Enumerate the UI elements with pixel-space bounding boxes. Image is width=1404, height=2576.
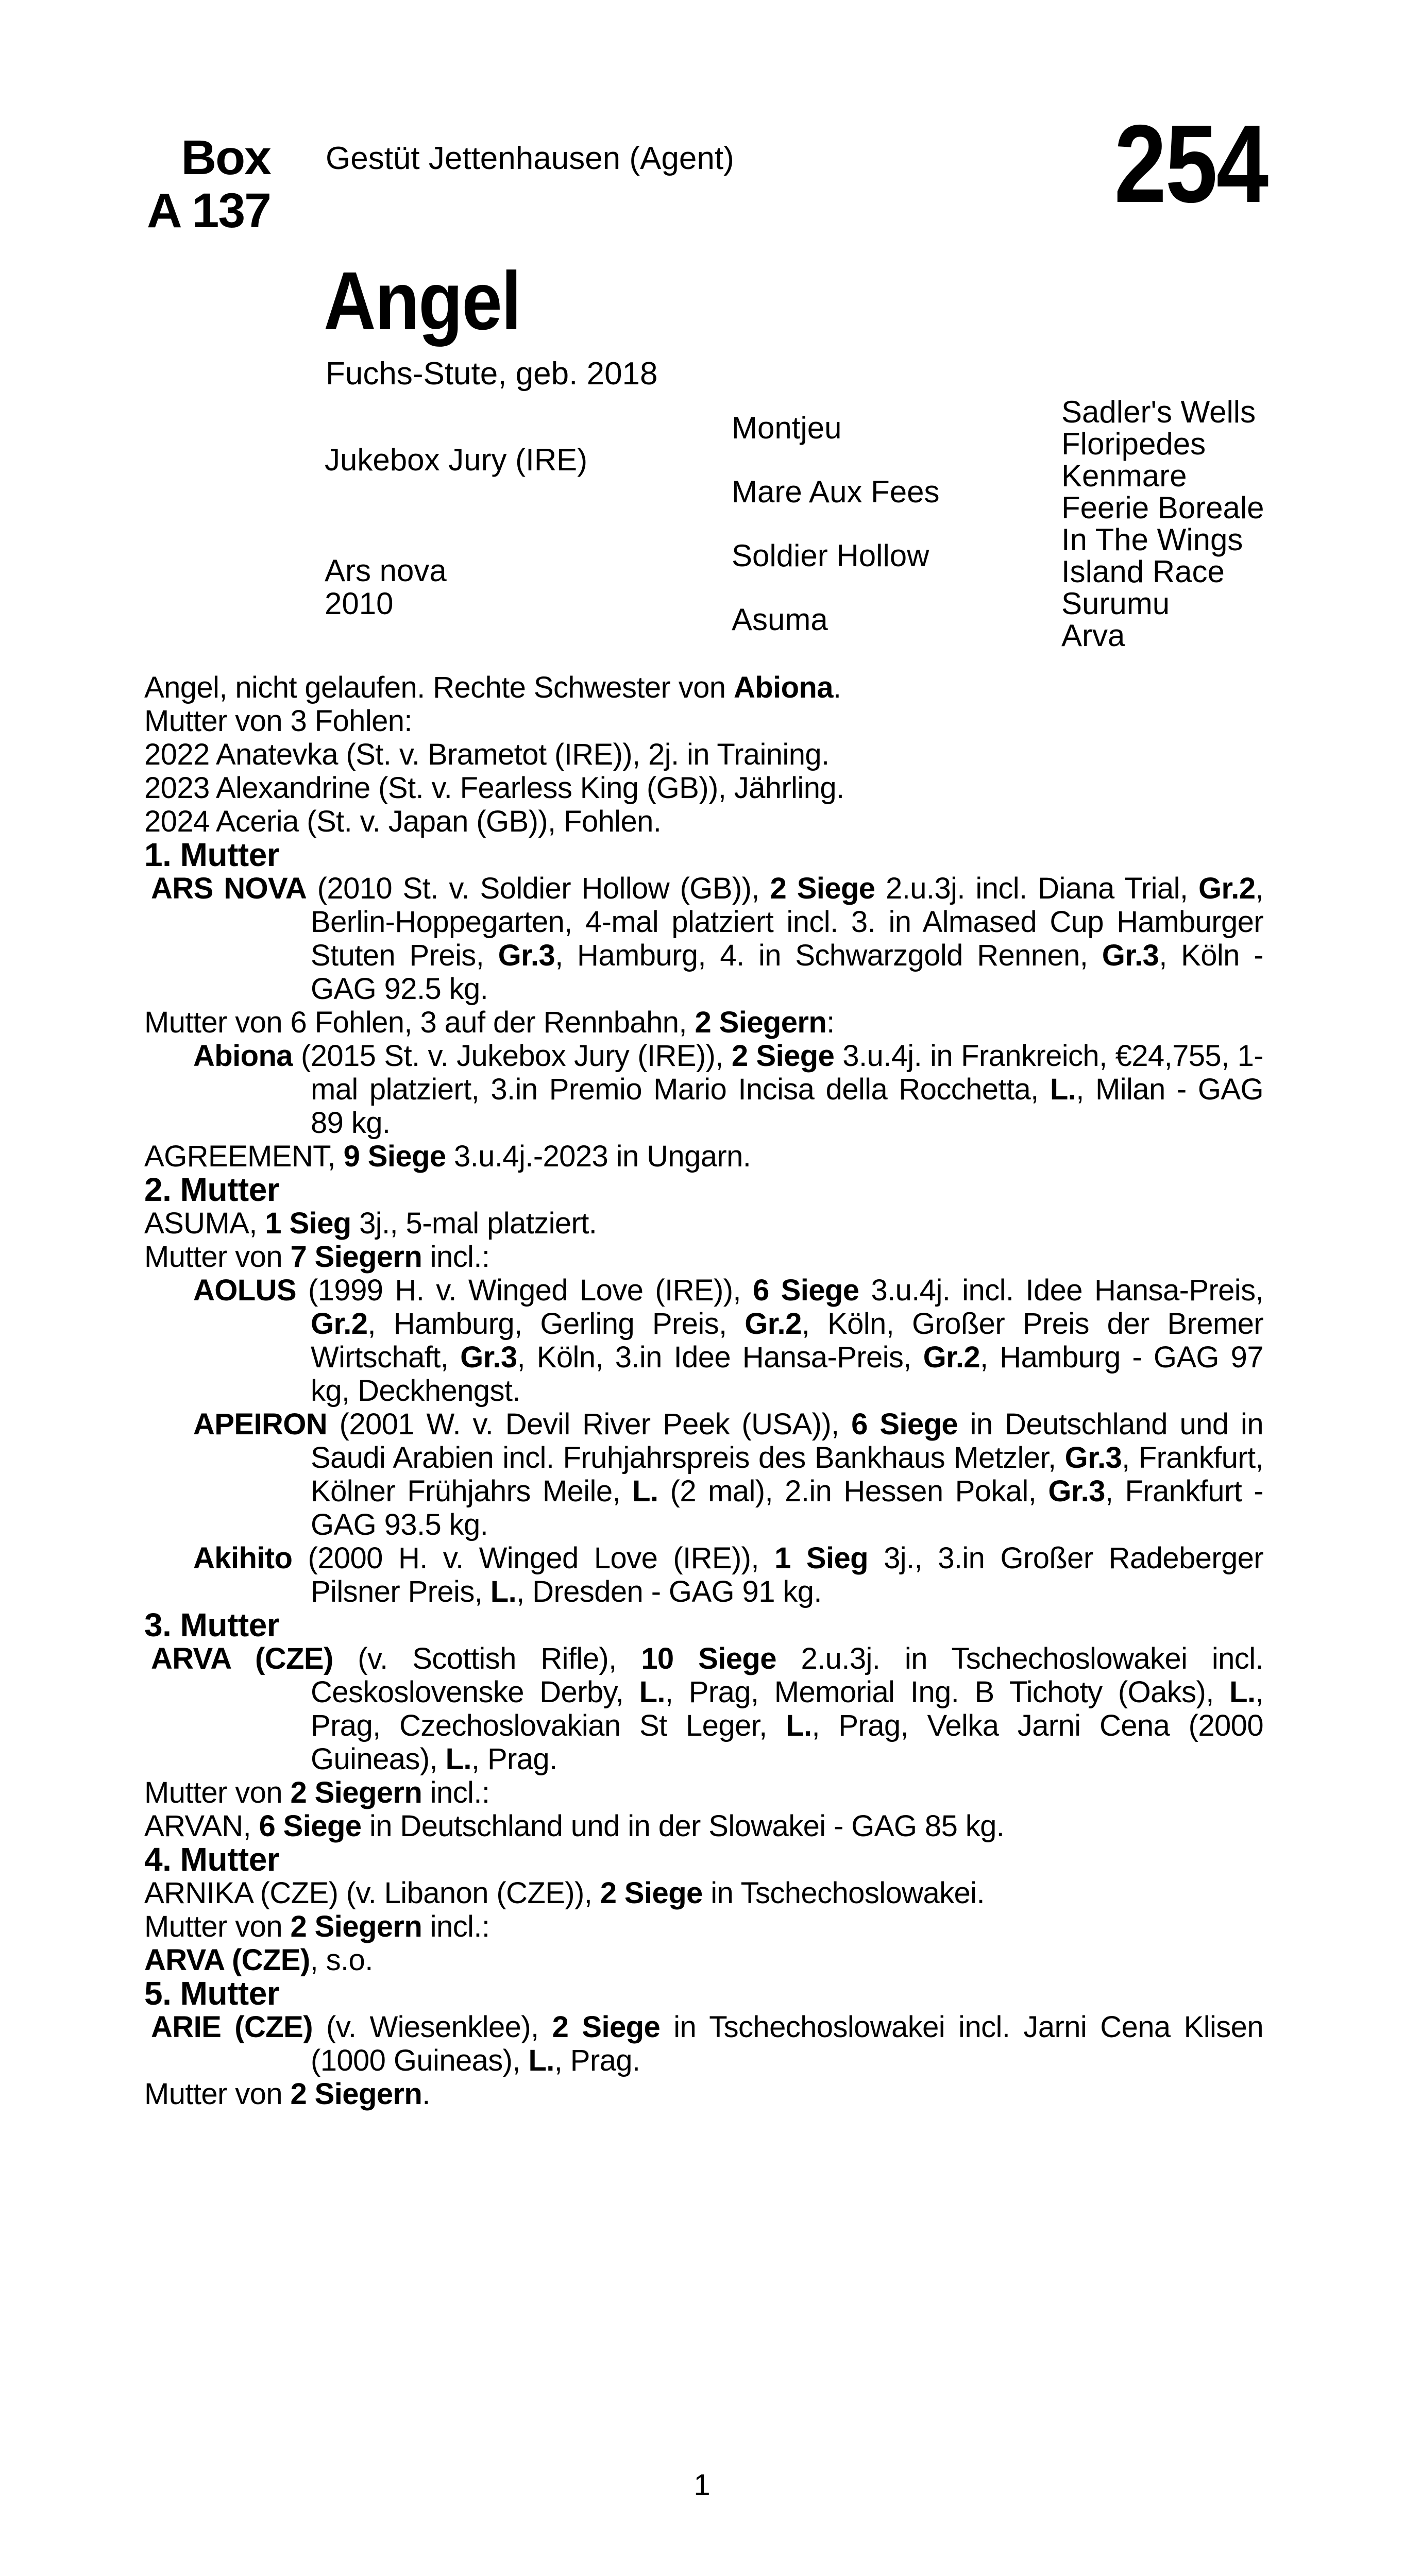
text-segment: , Frankfurt - GAG 93.5 kg. [311,1475,1263,1541]
produce-count-line [144,1910,1263,1943]
text-segment: , Hamburg - GAG 97 kg, Deckhengst. [311,1341,1263,1408]
text-segment: incl.: [422,1910,490,1943]
text-segment: Gr.2 [311,1307,368,1341]
text-segment: L. [1229,1675,1256,1709]
pedigree-gen3-name: Surumu [1061,586,1170,621]
text-segment: 6 Siege [259,1809,362,1843]
text-segment: (2015 St. v. Jukebox Jury (IRE)), [292,1039,732,1073]
box-info [139,131,270,238]
text-segment: , Hamburg, 4. in Schwarzgold Rennen, [555,939,1102,972]
text-segment: Gr.3 [1064,1441,1122,1475]
text-segment: (v. Wiesenklee), [312,2010,552,2044]
page-number: 1 [693,2468,711,2502]
text-segment: 2 Siegern [290,1776,422,1809]
text-segment: Angel, nicht gelaufen. Rechte Schwester von [144,671,734,704]
text-segment: Abiona [193,1039,293,1073]
text-segment: , Prag, Velka Jarni Cena (2000 Guineas), [311,1709,1263,1776]
horse-description: Fuchs-Stute, geb. 2018 [326,356,658,392]
text-segment: L. [632,1475,658,1508]
text-segment: , Dresden - GAG 91 kg. [516,1575,822,1608]
text-segment: 2 Siege [552,2010,661,2044]
pedigree-gen3-name: Arva [1061,618,1125,653]
section-heading-5th-dam: 5. Mutter [144,1975,280,2012]
text-segment: 2.u.3j. incl. Diana Trial, [875,872,1198,905]
pedigree-gen3-name: Island Race [1061,554,1225,589]
text-segment: Gr.2 [923,1341,980,1374]
text-segment: , Köln, 3.in Idee Hansa-Preis, [517,1341,923,1374]
text-segment: AGREEMENT, [144,1140,344,1173]
text-segment: Gr.3 [1102,939,1159,972]
text-segment: Gr.2 [1198,872,1256,905]
pedigree-table [325,396,1329,651]
offspring-entry [144,1541,1263,1608]
text-segment: in Tschechoslowakei incl. Jarni Cena Klisen (1000 Guineas), [311,2010,1263,2077]
text-segment: (2010 St. v. Soldier Hollow (GB)), [307,872,770,905]
catalog-text [144,671,1263,2111]
text-segment: 2 Siege [770,872,875,905]
text-segment: 2 Siege [731,1039,835,1073]
text-segment: (2000 H. v. Winged Love (IRE)), [292,1541,775,1575]
text-segment: Akihito [193,1541,293,1575]
text-segment: APEIRON [193,1408,328,1441]
box-number: A 137 [147,183,270,238]
pedigree-dam-sire: Soldier Hollow [732,538,929,573]
text-segment: L. [1050,1073,1076,1106]
text-segment: , Frankfurt, Kölner Frühjahrs Meile, [311,1441,1264,1508]
produce-count-line [144,2077,1263,2111]
text-segment: 1 Sieg [774,1541,868,1575]
dam-entry [144,872,1263,1006]
text-segment: , Köln - GAG 92.5 kg. [311,939,1263,1006]
text-segment: . [422,2077,430,2111]
foal-line [144,805,1263,838]
text-segment: Mutter von [144,2077,291,2111]
offspring-entry [144,1140,1263,1173]
text-segment: 3j., 3.in Großer Radeberger Pilsner Preis, [311,1541,1263,1608]
text-segment: , Köln, Großer Preis der Bremer Wirtschaft, [311,1307,1263,1374]
text-segment: in Deutschland und in der Slowakei - GAG 85 kg. [361,1809,1005,1843]
pedigree-gen3-name: Feerie Boreale [1061,490,1264,525]
pedigree-gen3-name: Floripedes [1061,426,1206,461]
text-segment: , Berlin-Hoppegarten, 4-mal platziert incl. 3. in Almased Cup Hamburger Stuten Preis, [311,872,1263,972]
text-segment: , Prag. [471,1742,557,1776]
text-segment: ARS NOVA [151,872,307,905]
text-segment: . [833,671,841,704]
text-segment: Gr.3 [498,939,555,972]
text-segment: , Prag, Czechoslovakian St Leger, [311,1675,1263,1742]
text-segment: 3.u.4j. in Frankreich, €24,755, 1-mal platziert, 3.in Premio Mario Incisa della Rocchetta, [311,1039,1263,1106]
text-segment: in Deutschland und in Saudi Arabien incl. Fruhjahrspreis des Bankhaus Metzler, [311,1408,1263,1475]
dam-entry [144,2010,1263,2077]
dam-entry [144,1642,1263,1776]
text-segment: L. [786,1709,812,1742]
text-segment: : [826,1006,835,1039]
text-segment: L. [445,1742,471,1776]
text-segment: 3.u.4j.-2023 in Ungarn. [446,1140,751,1173]
pedigree-dam [325,523,732,651]
text-segment: ARVA (CZE) [151,1642,333,1675]
text-segment: ARNIKA (CZE) (v. Libanon (CZE)), [144,1876,600,1910]
pedigree-gen3-name: Kenmare [1061,458,1187,493]
pedigree-dam-name: Ars nova [325,553,447,588]
offspring-entry [144,1408,1263,1541]
text-segment: 6 Siege [752,1274,859,1307]
text-segment: AOLUS [193,1274,297,1307]
text-segment: (v. Scottish Rifle), [333,1642,641,1675]
text-segment: , Hamburg, Gerling Preis, [367,1307,745,1341]
text-segment: Mutter von [144,1240,291,1274]
text-segment: L. [490,1575,517,1608]
produce-count-line [144,704,1263,738]
produce-count-line [144,1240,1263,1274]
text-segment: ARIE (CZE) [151,2010,313,2044]
pedigree-dam-year: 2010 [325,586,394,621]
offspring-entry [144,1039,1263,1140]
text-segment: L. [528,2044,554,2077]
text-segment: L. [639,1675,665,1709]
pedigree-sire-sire: Montjeu [732,410,842,445]
text-segment: 9 Siege [343,1140,446,1173]
text-segment: 2 Siege [600,1876,703,1910]
text-segment: 1 Sieg [265,1207,351,1240]
text-segment: 7 Siegern [290,1240,422,1274]
text-segment: (1999 H. v. Winged Love (IRE)), [296,1274,753,1307]
text-segment: incl.: [422,1776,490,1809]
race-record-line [144,671,1263,704]
pedigree-dam-dam: Asuma [732,602,828,637]
text-segment: , s.o. [310,1943,373,1977]
text-segment: ARVAN, [144,1809,259,1843]
text-segment: , Prag. [554,2044,640,2077]
text-segment: incl.: [422,1240,490,1274]
text-segment: Mutter von 3 Fohlen: [144,704,412,738]
consignor: Gestüt Jettenhausen (Agent) [326,141,734,176]
text-segment: Abiona [733,671,833,704]
offspring-entry [144,1274,1263,1408]
text-segment: 2 Siegern [290,2077,422,2111]
produce-count-line [144,1776,1263,1809]
text-segment: 3j., 5-mal platziert. [351,1207,597,1240]
offspring-entry [144,1809,1263,1843]
text-segment: ASUMA, [144,1207,265,1240]
pedigree-sire-dam: Mare Aux Fees [732,474,940,509]
offspring-entry [144,1943,1263,1977]
section-heading-2nd-dam: 2. Mutter [144,1171,280,1208]
foal-line [144,771,1263,805]
dam-entry [144,1207,1263,1240]
text-segment: ARVA (CZE) [144,1943,310,1977]
text-segment: in Tschechoslowakei. [702,1876,985,1910]
text-segment: 2024 Aceria (St. v. Japan (GB)), Fohlen. [144,805,662,838]
text-segment: 10 Siege [641,1642,776,1675]
text-segment: , Milan - GAG 89 kg. [311,1073,1263,1140]
text-segment: Mutter von 6 Fohlen, 3 auf der Rennbahn, [144,1006,695,1039]
text-segment: Mutter von [144,1776,291,1809]
text-segment: Mutter von [144,1910,291,1943]
text-segment: 3.u.4j. incl. Idee Hansa-Preis, [859,1274,1263,1307]
produce-count-line [144,1006,1263,1039]
section-heading-3rd-dam: 3. Mutter [144,1606,280,1643]
horse-name: Angel [324,255,521,347]
section-heading-4th-dam: 4. Mutter [144,1841,280,1878]
box-label: Box [181,130,270,185]
text-segment: 2.u.3j. in Tschechoslowakei incl. Ceskoslovenske Derby, [311,1642,1264,1709]
text-segment: , Prag, Memorial Ing. B Tichoty (Oaks), [665,1675,1230,1709]
text-segment: Gr.3 [1048,1475,1105,1508]
text-segment: (2001 W. v. Devil River Peek (USA)), [327,1408,852,1441]
section-heading-1st-dam: 1. Mutter [144,836,280,873]
text-segment: 2 Siegern [290,1910,422,1943]
pedigree-gen3-name: Sadler's Wells [1061,394,1256,429]
dam-entry [144,1876,1263,1910]
text-segment: 2022 Anatevka (St. v. Brametot (IRE)), 2j. in Training. [144,738,830,771]
pedigree-gen3-name: In The Wings [1061,522,1243,557]
pedigree-sire: Jukebox Jury (IRE) [325,442,588,477]
text-segment: 2 Siegern [695,1006,827,1039]
text-segment: Gr.2 [745,1307,802,1341]
text-segment: (2 mal), 2.in Hessen Pokal, [658,1475,1048,1508]
text-segment: 6 Siege [851,1408,958,1441]
text-segment: 2023 Alexandrine (St. v. Fearless King (GB)), Jährling. [144,771,844,805]
foal-line [144,738,1263,771]
lot-number: 254 [1114,101,1267,226]
text-segment: Gr.3 [460,1341,517,1374]
